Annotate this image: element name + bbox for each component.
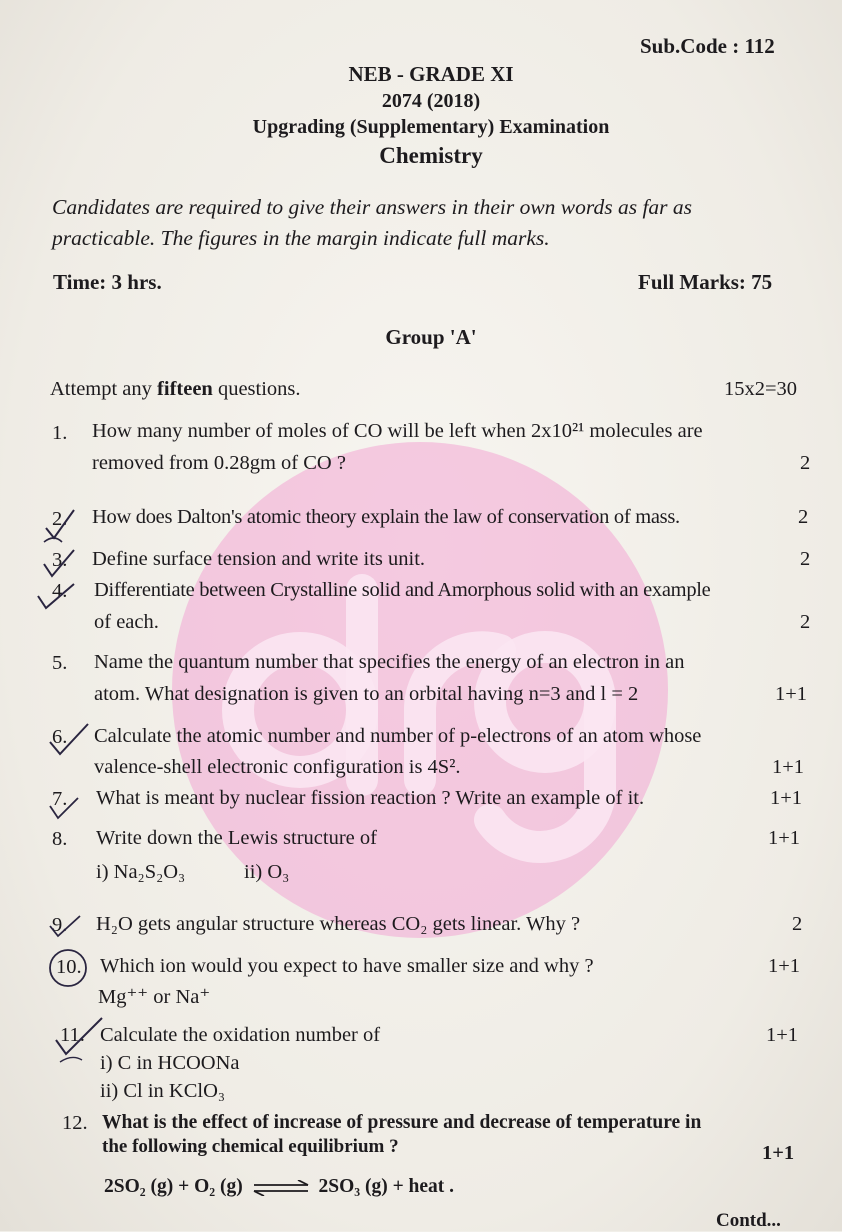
pen-tick-icon	[52, 1014, 112, 1064]
question-subpart: Mg⁺⁺ or Na⁺	[98, 986, 211, 1008]
question-marks: 2	[792, 913, 803, 935]
sub-code: Sub.Code : 112	[640, 34, 775, 58]
time-label: Time: 3 hrs.	[53, 270, 162, 294]
question-text: removed from 0.28gm of CO ?	[92, 452, 346, 474]
pen-tick-icon	[40, 548, 80, 580]
question-subpart: i) C in HCOONa	[100, 1052, 240, 1074]
equation-products: 2SO₃ (g) + heat .	[318, 1176, 455, 1197]
question-marks: 2	[798, 506, 809, 528]
pen-tick-icon	[46, 784, 86, 824]
continued-label: Contd...	[716, 1210, 781, 1231]
subject-title: Chemistry	[379, 143, 483, 168]
question-text: Which ion would you expect to have smaller size and why ?	[100, 955, 594, 977]
group-instruction: Attempt any fifteen questions.	[50, 378, 301, 400]
pen-tick-icon	[34, 580, 78, 614]
full-marks-label: Full Marks: 75	[638, 270, 773, 294]
equation-reactants: 2SO₂ (g) + O₂ (g)	[104, 1176, 243, 1197]
question-marks: 1+1	[770, 787, 803, 809]
question-subpart: ii) Cl in KClO₃	[100, 1080, 226, 1102]
question-text: What is the effect of increase of pressure and decrease of temperature in	[102, 1112, 702, 1133]
exam-year: 2074 (2018)	[381, 90, 481, 112]
group-title: Group 'A'	[385, 325, 477, 349]
question-number: 11.	[60, 1024, 85, 1046]
question-marks: 1+1	[768, 827, 801, 849]
question-text: valence-shell electronic configuration is 4S².	[94, 756, 461, 778]
question-text: Calculate the atomic number and number of p-electrons of an atom whose	[94, 725, 702, 747]
question-number: 12.	[62, 1112, 88, 1134]
question-number: 2.	[52, 508, 68, 530]
question-text: Write down the Lewis structure of	[96, 827, 377, 849]
exam-title: Upgrading (Supplementary) Examination	[252, 116, 610, 138]
question-number: 3.	[52, 549, 68, 571]
chemical-equation	[104, 1176, 454, 1198]
question-text: of each.	[94, 611, 159, 633]
question-number: 9.	[52, 914, 68, 936]
instruction-line-1: Candidates are required to give their answers in their own words as far as	[52, 195, 693, 219]
question-text: Define surface tension and write its unit.	[92, 548, 426, 570]
question-marks: 2	[800, 611, 811, 633]
question-marks: 1+1	[768, 955, 801, 977]
question-marks: 1+1	[762, 1142, 795, 1164]
question-subpart: i) Na₂S₂O₃	[96, 861, 186, 883]
question-number: 7.	[52, 788, 68, 810]
pen-tick-icon	[46, 902, 86, 942]
question-text: Name the quantum number that specifies the energy of an electron in an	[94, 651, 685, 673]
pen-tick-icon	[40, 506, 80, 546]
question-number: 4.	[52, 580, 68, 602]
question-text: How does Dalton's atomic theory explain the law of conservation of mass.	[92, 506, 680, 528]
pen-tick-icon	[46, 722, 90, 758]
question-number: 10.	[56, 956, 82, 978]
equilibrium-arrow-icon	[250, 1180, 312, 1196]
question-number: 5.	[52, 652, 68, 674]
board-title: NEB - GRADE XI	[348, 62, 514, 86]
question-marks: 1+1	[772, 756, 805, 778]
question-number: 8.	[52, 828, 68, 850]
pen-circle-mark-icon	[46, 946, 94, 990]
question-text: the following chemical equilibrium ?	[102, 1136, 399, 1157]
question-number: 1.	[52, 422, 68, 444]
question-marks: 1+1	[775, 683, 808, 705]
question-text: How many number of moles of CO will be left when 2x10²¹ molecules are	[92, 420, 703, 442]
question-text: What is meant by nuclear fission reaction ? Write an example of it.	[96, 787, 645, 809]
question-marks: 1+1	[766, 1024, 799, 1046]
group-marks: 15x2=30	[724, 378, 798, 400]
question-marks: 2	[800, 452, 811, 474]
instruction-line-2: practicable. The figures in the margin indicate full marks.	[52, 226, 550, 250]
question-subpart: ii) O₃	[244, 861, 290, 883]
question-text: Differentiate between Crystalline solid and Amorphous solid with an example	[94, 579, 711, 601]
question-text: Calculate the oxidation number of	[100, 1024, 381, 1046]
question-marks: 2	[800, 548, 811, 570]
question-text: atom. What designation is given to an orbital having n=3 and l = 2	[94, 683, 639, 705]
question-number: 6.	[52, 726, 68, 748]
question-text: H₂O gets angular structure whereas CO₂ gets linear. Why ?	[96, 913, 581, 935]
